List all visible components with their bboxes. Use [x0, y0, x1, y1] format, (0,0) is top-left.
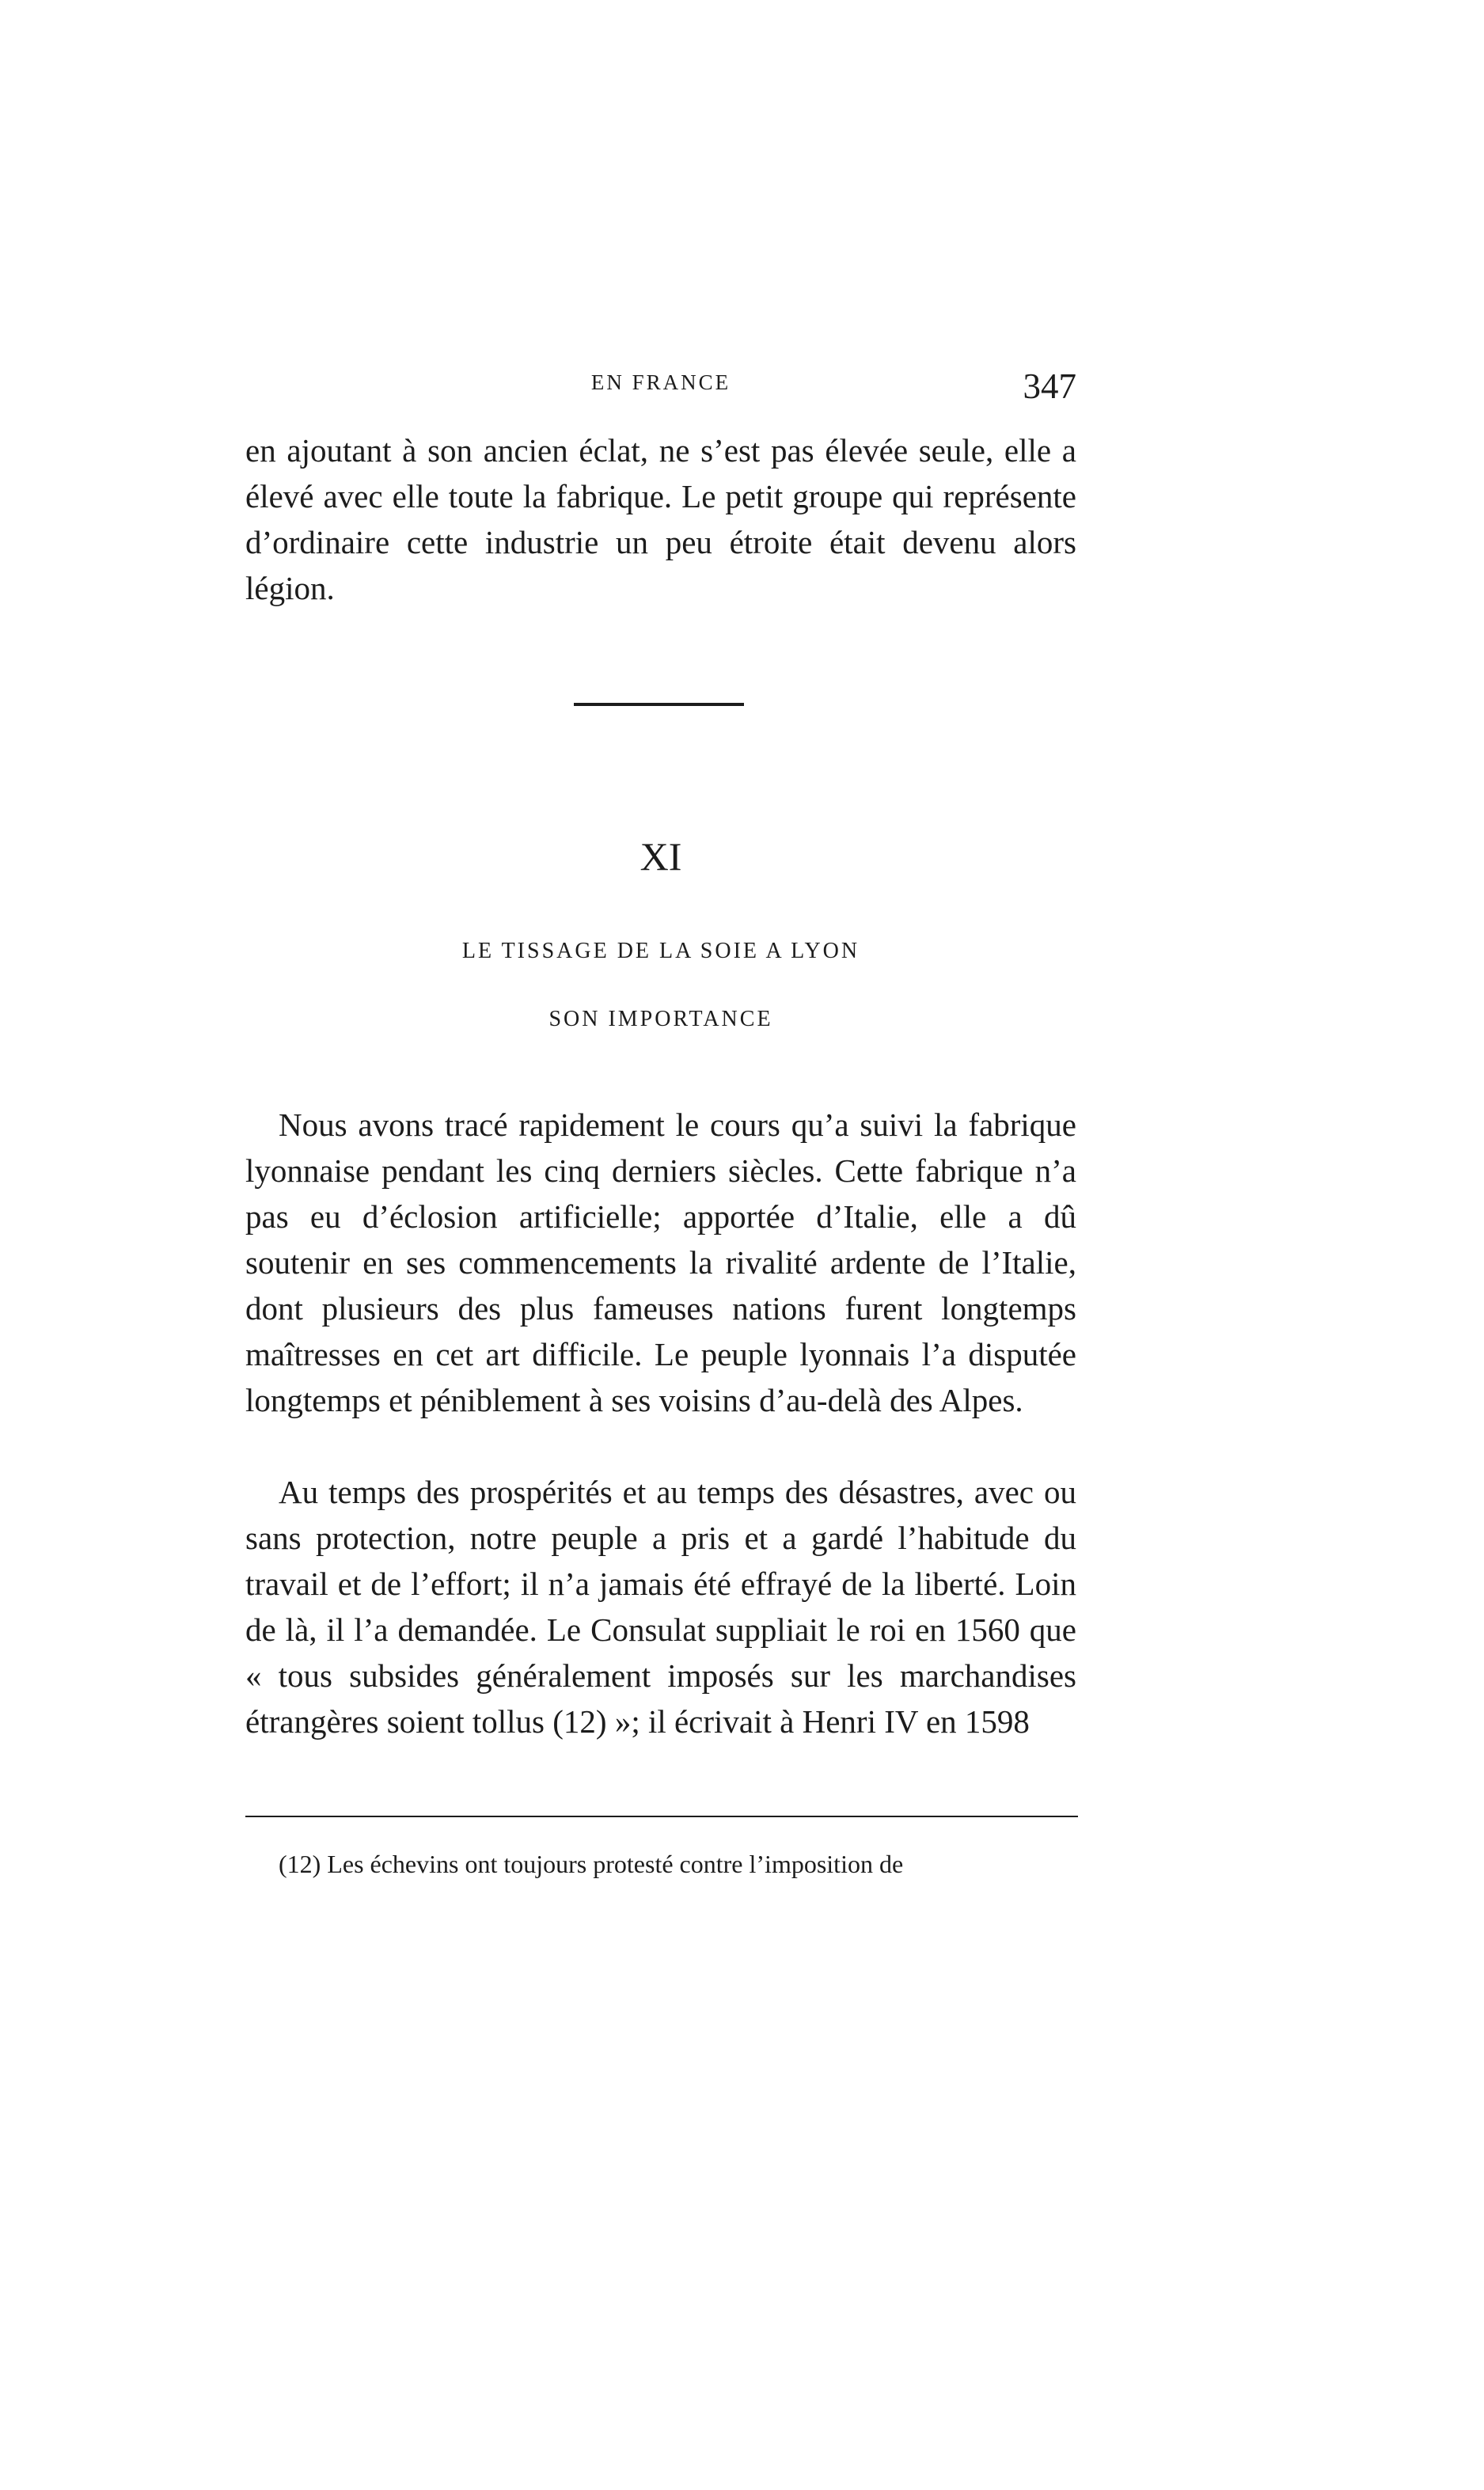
running-head — [245, 366, 1076, 413]
footnote: (12) Les échevins ont toujours protesté contre l’imposition de — [279, 1850, 904, 1878]
chapter-paragraph: Au temps des prospérités et au temps des désastres, avec ou sans protection, notre peuple a pris et a gardé l’habitude du travail et de l’effort; il n’a jamais été effrayé de la liberté. Loin de là, il l’a demandée. Le Consulat suppliait le roi en 1560 que « tous subsides généralement imposés sur les marchandises étrangères soient tollus (12) »; il écrivait à Henri IV en 1598 — [245, 1474, 1076, 1740]
chapter-paragraph: Nous avons tracé rapidement le cours qu’a suivi la fabrique lyonnaise pendant les cinq derniers siècles. Cette fabrique n’a pas eu d’éclosion artificielle; apportée d’Italie, elle a dû soutenir en ses commencements la rivalité ardente de l’Italie, dont plusieurs des plus fameuses nations furent longtemps maîtresses en cet art difficile. Le peuple lyonnais l’a disputée longtemps et péniblement à ses voisins d’au-delà des Alpes. — [245, 1106, 1076, 1418]
continued-paragraph: en ajoutant à son ancien éclat, ne s’est pas élevée seule, elle a élevé avec elle toute la fabrique. Le petit groupe qui représente d’ordinaire cette industrie un peu étroite était devenu alors légion. — [245, 432, 1076, 606]
chapter-subtitle: SON IMPORTANCE — [548, 1007, 773, 1031]
running-title: EN FRANCE — [590, 370, 731, 394]
chapter-title: LE TISSAGE DE LA SOIE A LYON — [461, 939, 860, 963]
page-number: 347 — [1023, 366, 1076, 406]
section-separator — [574, 703, 744, 706]
footnote-rule — [245, 1816, 1078, 1817]
chapter-number: XI — [640, 834, 682, 879]
